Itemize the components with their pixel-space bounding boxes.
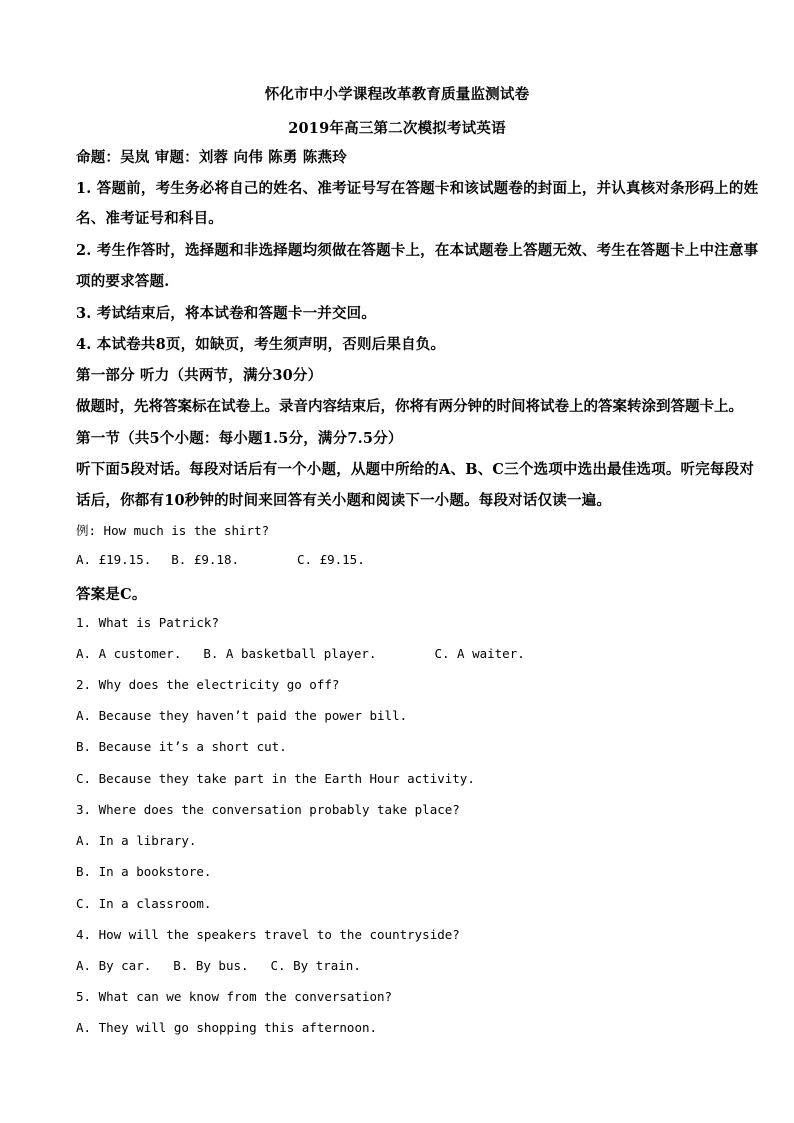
question-2-option-c: C. Because they take part in the Earth Hour activity. — [76, 771, 475, 786]
question-5: 5. What can we know from the conversation? — [76, 989, 393, 1004]
example-option-a: A. £19.15. — [76, 552, 152, 567]
question-3-option-c: C. In a classroom. — [76, 896, 212, 911]
question-1-option-c: C. A waiter. — [434, 646, 525, 661]
question-1-option-a: A. A customer. — [76, 646, 182, 661]
question-4-option-c: C. By train. — [270, 958, 361, 973]
example-question: 例: How much is the shirt? — [76, 523, 270, 538]
instruction-2-line-1: 2. 考生作答时，选择题和非选择题均须做在答题卡上，在本试题卷上答题无效、考生在答题卡上中注意事 — [76, 242, 759, 259]
question-3-option-a: A. In a library. — [76, 833, 197, 848]
question-4-option-a: A. By car. — [76, 958, 152, 973]
question-4-option-b: B. By bus. — [173, 958, 249, 973]
question-3: 3. Where does the conversation probably take place? — [76, 802, 460, 817]
question-1-option-b: B. A basketball player. — [203, 646, 377, 661]
question-2: 2. Why does the electricity go off? — [76, 677, 340, 692]
example-option-c: C. £9.15. — [297, 552, 365, 567]
exam-subtitle: 2019年高三第二次模拟考试英语 — [288, 120, 506, 137]
question-3-option-b: B. In a bookstore. — [76, 864, 212, 879]
question-2-option-b: B. Because it’s a short cut. — [76, 739, 287, 754]
section1-heading: 第一节（共5个小题：每小题1.5分，满分7.5分） — [76, 430, 403, 447]
instruction-4: 4. 本试卷共8页，如缺页，考生须声明，否则后果自负。 — [76, 336, 446, 353]
exam-title: 怀化市中小学课程改革教育质量监测试卷 — [264, 86, 530, 103]
question-1: 1. What is Patrick? — [76, 615, 219, 630]
question-2-option-a: A. Because they haven’t paid the power bill. — [76, 708, 408, 723]
example-options — [76, 552, 365, 567]
instruction-3: 3. 考试结束后，将本试卷和答题卡一并交回。 — [76, 305, 377, 322]
example-option-b: B. £9.18. — [171, 552, 239, 567]
part1-note: 做题时，先将答案标在试卷上。录音内容结束后，你将有两分钟的时间将试卷上的答案转涂到答题卡上。 — [76, 398, 743, 415]
section1-note-line-1: 听下面5段对话。每段对话后有一个小题，从题中所给的A、B、C三个选项中选出最佳选项。听完每段对 — [76, 461, 755, 478]
question-4: 4. How will the speakers travel to the countryside? — [76, 927, 460, 942]
question-4-options — [76, 958, 361, 973]
question-5-option-a: A. They will go shopping this afternoon. — [76, 1020, 378, 1035]
instruction-2-line-2: 项的要求答题. — [76, 273, 170, 290]
question-1-options — [76, 646, 525, 661]
instruction-1-line-1: 1. 答题前，考生务必将自己的姓名、准考证号写在答题卡和该试题卷的封面上，并认真核对条形码上的姓 — [76, 180, 759, 197]
section1-note-line-2: 话后，你都有10秒钟的时间来回答有关小题和阅读下一小题。每段对话仅读一遍。 — [76, 492, 612, 509]
example-answer: 答案是C。 — [76, 586, 147, 603]
instruction-1-line-2: 名、准考证号和科目。 — [76, 210, 223, 227]
part1-heading: 第一部分 听力（共两节，满分30分） — [76, 367, 323, 384]
exam-authors: 命题：吴岚 审题：刘蓉 向伟 陈勇 陈燕玲 — [76, 149, 347, 166]
